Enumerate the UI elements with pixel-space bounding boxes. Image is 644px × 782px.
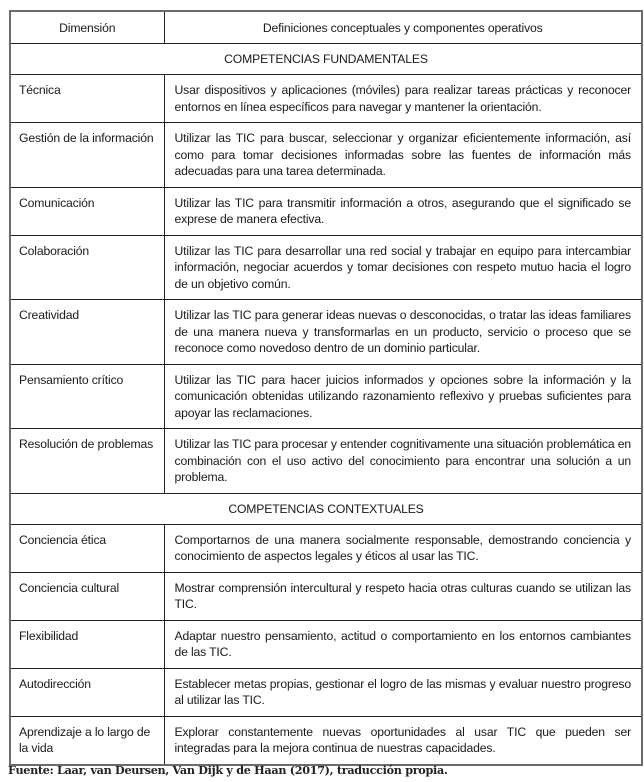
dimension-cell: Colaboración [10, 235, 164, 300]
definition-cell: Utilizar las TIC para buscar, seleccionar y organizar eficientemente información, así como para tomar decisiones informadas sobre las fuentes de información más adecuadas para una tarea determinada. [164, 123, 642, 188]
dimension-cell: Flexibilidad [10, 620, 164, 668]
dimension-cell: Resolución de problemas [10, 429, 164, 494]
source-caption: Fuente: Laar, van Deursen, Van Dijk y de Haan (2017), traducción propia. [8, 763, 448, 777]
table-row [10, 429, 642, 494]
table-row [10, 123, 642, 188]
table-row [10, 235, 642, 300]
dimension-cell: Conciencia ética [10, 524, 164, 572]
definition-cell: Mostrar comprensión intercultural y respeto hacia otras culturas cuando se utilizan las TIC. [164, 572, 642, 620]
section-header-row [10, 44, 642, 75]
definition-cell: Utilizar las TIC para transmitir información a otros, asegurando que el significado se exprese de manera efectiva. [164, 187, 642, 235]
dimension-cell: Conciencia cultural [10, 572, 164, 620]
column-header-definition: Definiciones conceptuales y componentes operativos [164, 11, 642, 44]
dimension-cell: Pensamiento crítico [10, 364, 164, 429]
table-row [10, 364, 642, 429]
competencies-table [9, 10, 643, 766]
definition-cell: Establecer metas propias, gestionar el logro de las mismas y evaluar nuestro progreso al utilizar las TIC. [164, 668, 642, 716]
section-header-row [10, 493, 642, 524]
dimension-cell: Creatividad [10, 300, 164, 365]
table-row [10, 75, 642, 123]
column-header-dimension: Dimensión [10, 11, 164, 44]
table-row [10, 300, 642, 365]
table-row [10, 668, 642, 716]
definition-cell: Comportarnos de una manera socialmente responsable, demostrando conciencia y conocimiento de aspectos legales y éticos al usar las TIC. [164, 524, 642, 572]
definition-cell: Adaptar nuestro pensamiento, actitud o comportamiento en los entornos cambiantes de las TIC. [164, 620, 642, 668]
definition-cell: Usar dispositivos y aplicaciones (móviles) para realizar tareas prácticas y reconocer entornos en línea específicos para navegar y mantener la orientación. [164, 75, 642, 123]
section-title-fundamentales: COMPETENCIAS FUNDAMENTALES [10, 44, 642, 75]
definition-cell: Utilizar las TIC para hacer juicios informados y opciones sobre la información y la comunicación obtenidas utilizando razonamiento reflexivo y pruebas suficientes para apoyar las reclamaciones. [164, 364, 642, 429]
dimension-cell: Técnica [10, 75, 164, 123]
dimension-cell: Aprendizaje a lo largo de la vida [10, 716, 164, 765]
table-header-row [10, 11, 642, 44]
definition-cell: Utilizar las TIC para procesar y entender cognitivamente una situación problemática en combinación con el uso activo del conocimiento para encontrar una solución a un problema. [164, 429, 642, 494]
dimension-cell: Comunicación [10, 187, 164, 235]
definition-cell: Explorar constantemente nuevas oportunidades al usar TIC que pueden ser integradas para la mejora continua de nuestras capacidades. [164, 716, 642, 765]
definition-cell: Utilizar las TIC para desarrollar una red social y trabajar en equipo para intercambiar información, negociar acuerdos y tomar decisiones con respeto mutuo hacia el logro de un objetivo común. [164, 235, 642, 300]
table-row [10, 716, 642, 765]
definition-cell: Utilizar las TIC para generar ideas nuevas o desconocidas, o tratar las ideas familiares de una manera nueva y transformarlas en un producto, servicio o proceso que se reconoce como novedoso dentro de un dominio particular. [164, 300, 642, 365]
table-row [10, 524, 642, 572]
dimension-cell: Autodirección [10, 668, 164, 716]
section-title-contextuales: COMPETENCIAS CONTEXTUALES [10, 493, 642, 524]
table-row [10, 572, 642, 620]
dimension-cell: Gestión de la información [10, 123, 164, 188]
table-row [10, 620, 642, 668]
table-row [10, 187, 642, 235]
